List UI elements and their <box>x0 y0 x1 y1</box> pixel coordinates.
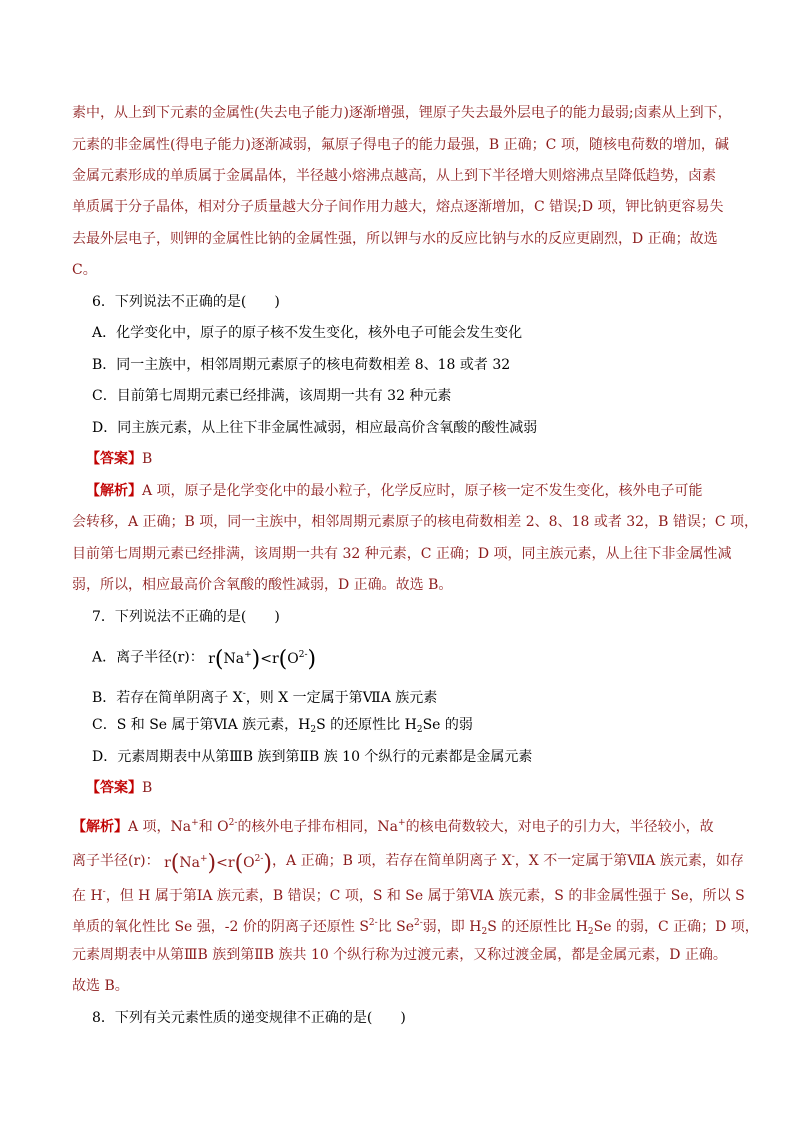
paragraph-line: 单质属于分子晶体，相对分子质量越大分子间作用力越大，熔点逐渐增加，C 错误;D 项，钾比钠更容易失 <box>72 199 724 215</box>
question-6-option-c: C．目前第七周期元素已经排满，该周期一共有 32 种元素 <box>92 388 452 404</box>
question-7-option-b: B．若存在简单阴离子 X-，则 X 一定属于第ⅦA 族元素 <box>92 689 438 706</box>
paragraph-line: C。 <box>72 262 97 278</box>
question-7-option-a: A．离子半径(r)： $r(Na^+)<r(O^{2-})$ <box>92 647 317 672</box>
question-7-analysis-line: 元素周期表中从第ⅢB 族到第ⅡB 族共 10 个纵行称为过渡元素，又称过渡金属，都是金属元素，D 正确。 <box>72 947 727 963</box>
analysis-tag: 【解析】 <box>72 819 128 835</box>
question-6-option-b: B．同一主族中，相邻周期元素原子的核电荷数相差 8、18 或者 32 <box>92 357 511 373</box>
question-7-option-d: D．元素周期表中从第ⅢB 族到第ⅡB 族 10 个纵行的元素都是金属元素 <box>92 749 533 765</box>
question-7-analysis-line: 【解析】A 项，Na+和 $O^{2-}$的核外电子排布相同，Na+的核电荷数较大，对电子的引力大，半径较小，故 <box>72 818 714 835</box>
question-6-analysis-line: 会转移，A 正确；B 项，同一主族中，相邻周期元素原子的核电荷数相差 2、8、18 或者 32，B 错误；C 项， <box>72 514 758 530</box>
question-6-analysis-line: 【解析】A 项，原子是化学变化中的最小粒子，化学反应时，原子核一定不发生变化，核外电子可能 <box>86 483 703 499</box>
question-6-option-d: D．同主族元素，从上往下非金属性减弱，相应最高价含氧酸的酸性减弱 <box>92 420 538 436</box>
paragraph-line: 去最外层电子，则钾的金属性比钠的金属性强，所以钾与水的反应比钠与水的反应更剧烈，D 正确；故选 <box>72 231 718 247</box>
question-6-answer <box>86 449 152 469</box>
paragraph-line: 素中，从上到下元素的金属性(失去电子能力)逐渐增强，锂原子失去最外层电子的能力最弱;卤素从上到下， <box>72 105 732 121</box>
paragraph-line: 金属元素形成的单质属于金属晶体，半径越小熔沸点越高，从上到下半径增大则熔沸点呈降低趋势，卤素 <box>72 168 716 184</box>
analysis-tag: 【解析】 <box>86 483 142 499</box>
question-7-analysis-line: 单质的氧化性比 Se 强，-2 价的阴离子还原性 $S^{2-}$比 $Se^{2-}$弱，即 $H_2S$ 的还原性比 $H_2Se$ 的弱，C 正确；D 项， <box>72 918 759 937</box>
ionic-radius-formula: $r(Na^+)<r(O^{2-})$ <box>164 850 273 876</box>
question-6-analysis-line: 弱，所以，相应最高价含氧酸的酸性减弱，D 正确。故选 B。 <box>72 577 453 593</box>
question-8-stem: 8．下列有关元素性质的递变规律不正确的是( ) <box>92 1010 406 1026</box>
answer-value: B <box>142 451 153 467</box>
question-7-stem: 7．下列说法不正确的是( ) <box>92 609 280 625</box>
question-6-analysis-line: 目前第七周期元素已经排满，该周期一共有 32 种元素，C 正确；D 项，同主族元素，从上往下非金属性减 <box>72 546 732 562</box>
question-7-option-c: C．S 和 Se 属于第ⅥA 族元素，$H_2S$ 的还原性比 $H_2Se$ 的弱 <box>92 717 473 735</box>
question-7-analysis-line: 离子半径(r)： $r(Na^+)<r(O^{2-})$，A 正确；B 项，若存在简单阴离子 X-，X 不一定属于第ⅦA 族元素，如存 <box>72 850 744 876</box>
answer-tag: 【答案】 <box>86 451 142 467</box>
question-7-analysis-line: 故选 B。 <box>72 978 129 994</box>
question-6-option-a: A．化学变化中，原子的原子核不发生变化，核外电子可能会发生变化 <box>92 325 523 341</box>
question-7-analysis-line: 在 H-，但 H 属于第ⅠA 族元素，B 错误；C 项，S 和 Se 属于第ⅥA 族元素，S 的非金属性强于 Se，所以 S <box>72 887 745 904</box>
question-7-answer <box>86 778 152 798</box>
paragraph-line: 元素的非金属性(得电子能力)逐渐减弱，氟原子得电子的能力最强，B 正确；C 项，随核电荷数的增加，碱 <box>72 137 729 153</box>
answer-tag: 【答案】 <box>86 780 142 796</box>
ionic-radius-formula: $r(Na^+)<r(O^{2-})$ <box>208 647 317 672</box>
answer-value: B <box>142 780 153 796</box>
question-6-stem: 6．下列说法不正确的是( ) <box>92 294 280 310</box>
